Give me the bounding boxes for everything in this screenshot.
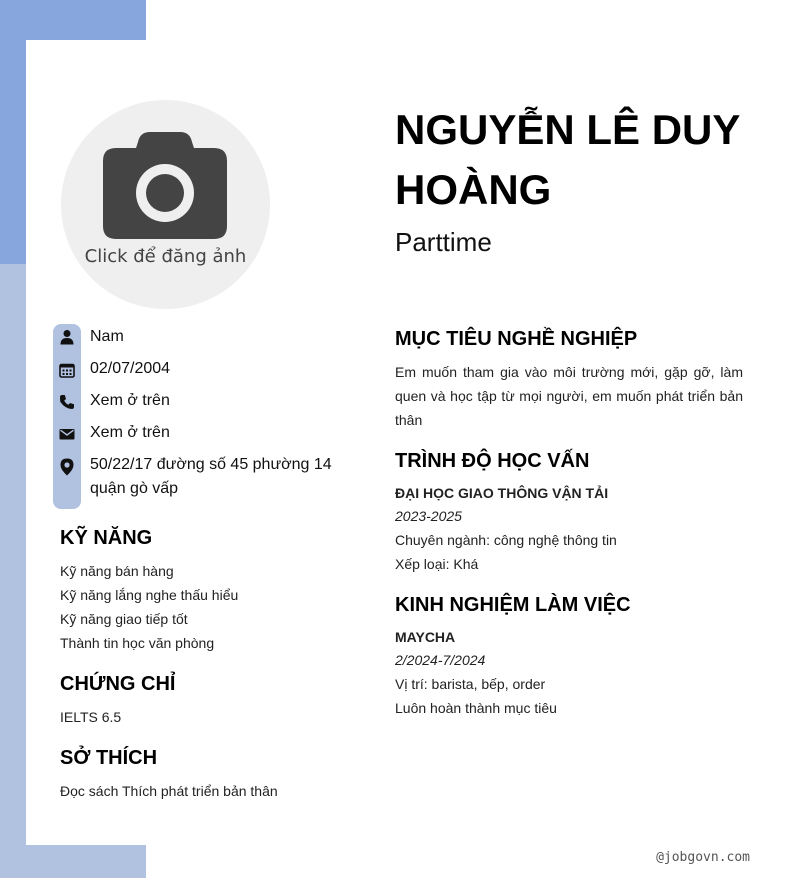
email-icon [59,426,75,442]
contact-phone: Xem ở trên [90,392,170,409]
education-school: ĐẠI HỌC GIAO THÔNG VẬN TẢI [395,485,609,501]
contact-address-line1: 50/22/17 đường số 45 phường 14 [90,456,332,473]
experience-role: Vị trí: barista, bếp, order [395,676,546,692]
skill-item: Thành tin học văn phòng [60,635,215,651]
experience-period: 2/2024-7/2024 [395,652,486,668]
education-grade: Xếp loại: Khá [395,556,479,572]
calendar-icon [59,362,75,378]
experience-note: Luôn hoàn thành mục tiêu [395,700,557,716]
education-period: 2023-2025 [395,508,462,524]
experience-company: MAYCHA [395,629,456,645]
contact-birthday: 02/07/2004 [90,360,171,377]
accent-block-bottom [26,845,146,878]
skills-heading: KỸ NĂNG [60,527,153,549]
skill-item: Kỹ năng lắng nghe thấu hiểu [60,587,239,603]
certificates-heading: CHỨNG CHỈ [60,673,176,695]
location-pin-icon [59,458,75,476]
experience-heading: KINH NGHIỆM LÀM VIỆC [395,594,631,616]
phone-icon [59,394,75,410]
certificate-item: IELTS 6.5 [60,709,122,725]
photo-upload-label: Click để đăng ảnh [84,246,247,267]
camera-icon [102,130,228,240]
contact-email: Xem ở trên [90,424,170,441]
objective-text: Em muốn tham gia vào môi trường mới, gặp gỡ, làm quen và học tập từ mọi người, em muốn phát triển bản thân [395,364,743,428]
skill-item: Kỹ năng bán hàng [60,563,174,579]
contact-gender: Nam [90,328,124,345]
watermark: @jobgovn.com [656,850,750,865]
education-major: Chuyên ngành: công nghệ thông tin [395,532,617,548]
contact-address-line2: quận gò vấp [90,480,179,497]
accent-strip-side [0,264,26,878]
hobbies-text: Đọc sách Thích phát triển bản thân [60,783,278,799]
contact-address [90,453,332,501]
education-heading: TRÌNH ĐỘ HỌC VẤN [395,450,590,472]
person-icon [59,329,75,345]
candidate-name: NGUYỄN LÊ DUY HOÀNG [395,106,740,213]
photo-upload-button[interactable] [61,100,270,309]
candidate-position: Parttime [395,227,492,257]
objective-heading: MỤC TIÊU NGHỀ NGHIỆP [395,328,638,350]
contact-icon-bar [53,324,81,509]
skill-item: Kỹ năng giao tiếp tốt [60,611,188,627]
hobbies-heading: SỞ THÍCH [60,747,158,769]
